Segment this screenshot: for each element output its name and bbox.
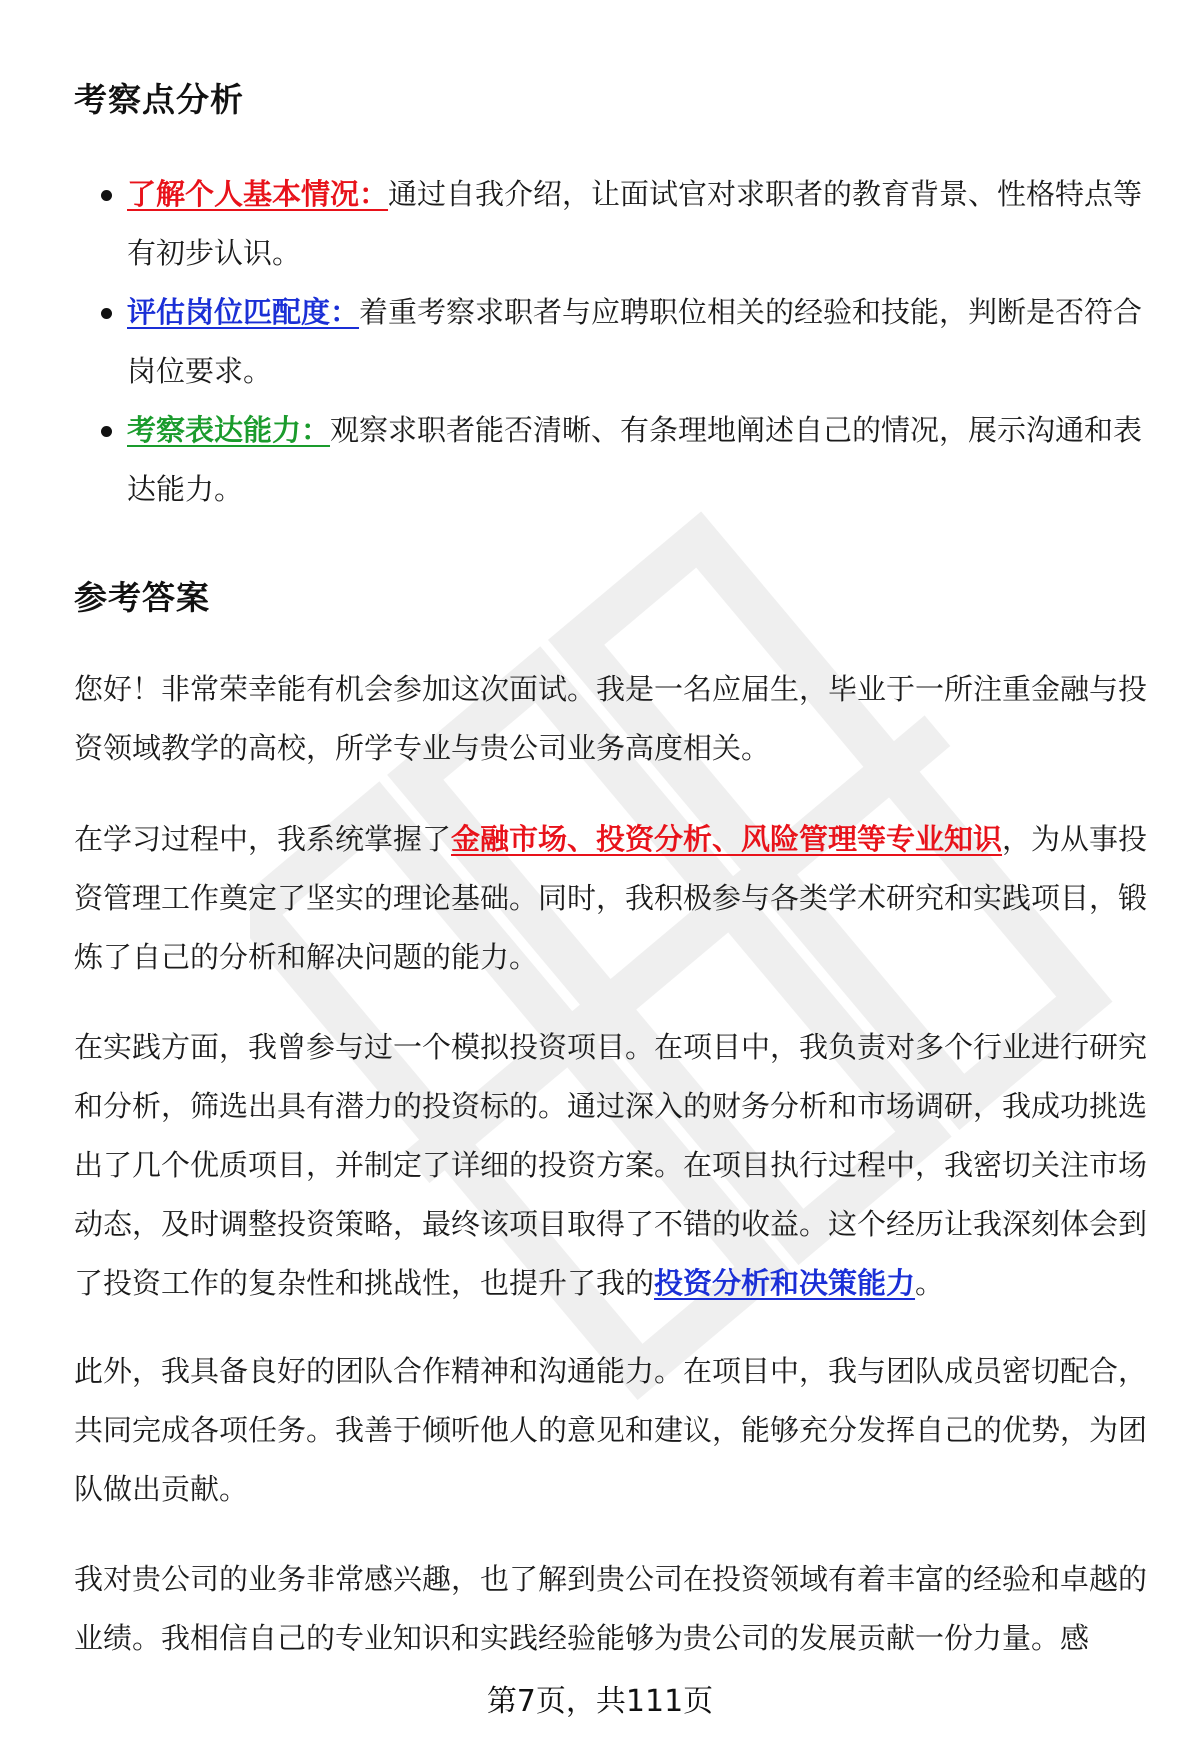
answer-paragraph-5: 我对贵公司的业务非常感兴趣，也了解到贵公司在投资领域有着丰富的经验和卓越的业绩。我相信自己的专业知识和实践经验能够为贵公司的发展贡献一份力量。感 [74, 1562, 1148, 1655]
bullet-icon [101, 426, 112, 437]
bullet-icon [101, 190, 112, 201]
list-item [74, 401, 1149, 519]
point-text: 通过自我介绍，让面试官对求职者的教育背景、性格特点等有初步认识。 [127, 177, 1143, 270]
highlight-text: 金融市场、投资分析、风险管理等专业知识 [451, 822, 1003, 856]
section-heading-answer: 参考答案 [74, 578, 210, 617]
point-label: 了解个人基本情况： [127, 177, 389, 211]
paragraph-text: 。 [915, 1266, 945, 1300]
paragraph-text: ，为从事投资管理工作奠定了坚实的理论基础。同时，我积极参与各类学术研究和实践项目，锻炼了自己的分析和解决问题的能力。 [74, 822, 1148, 974]
page-number-footer: 第7页，共111页 [486, 1684, 714, 1719]
answer-paragraph-1: 您好！非常荣幸能有机会参加这次面试。我是一名应届生，毕业于一所注重金融与投资领域教学的高校，所学专业与贵公司业务高度相关。 [74, 672, 1148, 765]
answer-paragraph-2 [74, 810, 1149, 987]
paragraph-text: 在学习过程中，我系统掌握了 [74, 822, 452, 856]
answer-paragraph-3 [74, 1018, 1149, 1313]
answer-paragraph-4: 此外，我具备良好的团队合作精神和沟通能力。在项目中，我与团队成员密切配合，共同完成各项任务。我善于倾听他人的意见和建议，能够充分发挥自己的优势，为团队做出贡献。 [74, 1354, 1148, 1506]
point-label: 评估岗位匹配度： [127, 295, 360, 329]
bullet-icon [101, 308, 112, 319]
section-heading-analysis: 考察点分析 [74, 80, 244, 119]
list-item [74, 283, 1149, 401]
highlight-text: 投资分析和决策能力 [654, 1266, 916, 1300]
paragraph-text: 在实践方面，我曾参与过一个模拟投资项目。在项目中，我负责对多个行业进行研究和分析，筛选出具有潜力的投资标的。通过深入的财务分析和市场调研，我成功挑选出了几个优质项目，并制定了详细的投资方案。在项目执行过程中，我密切关注市场动态，及时调整投资策略，最终该项目取得了不错的收益。这个经历让我深刻体会到了投资工作的复杂性和挑战性，也提升了我的 [74, 1030, 1148, 1300]
analysis-list [74, 165, 1149, 519]
point-text: 着重考察求职者与应聘职位相关的经验和技能，判断是否符合岗位要求。 [127, 295, 1143, 388]
point-text: 观察求职者能否清晰、有条理地阐述自己的情况，展示沟通和表达能力。 [127, 413, 1143, 506]
point-label: 考察表达能力： [127, 413, 331, 447]
list-item [74, 165, 1149, 283]
